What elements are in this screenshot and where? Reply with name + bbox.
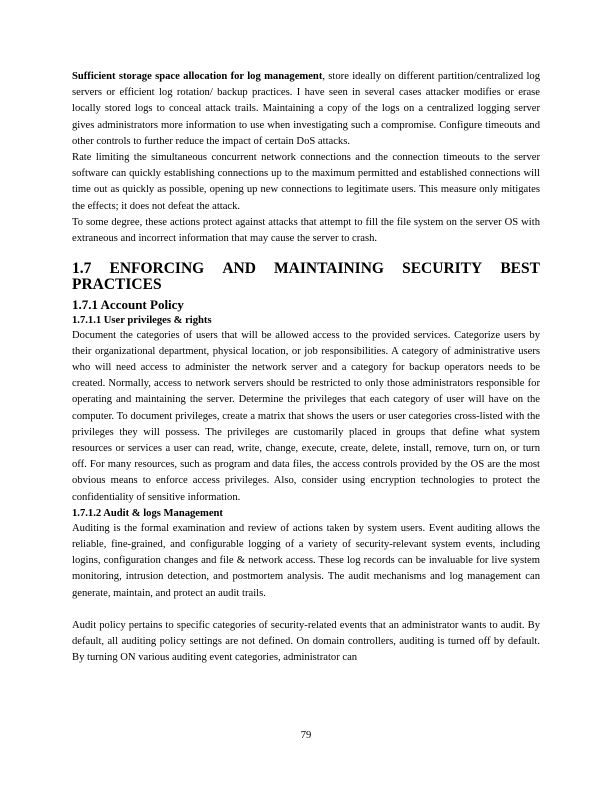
sub-subsection-heading: 1.7.1.1 User privileges & rights (72, 314, 212, 326)
section-heading-word: BEST (500, 260, 540, 278)
document-page (72, 69, 540, 667)
section-heading-word: MAINTAINING (274, 260, 384, 278)
sub-subsection-heading: 1.7.1.2 Audit & logs Management (72, 507, 223, 519)
paragraph-lead: Sufficient storage space allocation for log management (72, 71, 323, 82)
section-heading (72, 261, 540, 277)
paragraph-audit-policy: Audit policy pertains to specific categories of security-related events that an administrator wants to audit. By default, all auditing policy settings are not defined. On domain controllers, auditing is turned off by default. By turning ON various auditing event categories, administrator can (72, 619, 540, 664)
paragraph-user-privileges: Document the categories of users that will be allowed access to the provided services. Categorize users by their organizational department, physical location, or job responsibilities. A category of administrative users who will need access to administer the network server and a category for backup operators needs to be created. Normally, access to network servers should be restricted to only those administrators responsible for operating and maintaining the server. Determine the privileges that each category of user will have on the computer. To document privileges, create a matrix that shows the users or user categories cross-listed with the privileges they will possess. The privileges are customarily placed in groups that define what system resources or services a user can read, write, change, execute, create, delete, install, remove, turn on, or turn off. For many resources, such as program and data files, the access controls provided by the OS are the most obvious means to enforce access privileges. Also, consider using encryption technologies to protect the confidentiality of sensitive information. (72, 329, 540, 503)
section-heading-word: ENFORCING (109, 260, 205, 278)
paragraph-audit: Auditing is the formal examination and review of actions taken by system users. Event auditing allows the reliable, fine-grained, and configurable logging of a variety of security-relevant system events, including logins, configuration changes and file & network access. These log records can be invaluable for live system monitoring, intrusion detection, and postmortem analysis. The audit mechanisms and log management can generate, maintain, and protect an audit trails. (72, 522, 540, 599)
section-heading-word: PRACTICES (72, 276, 162, 294)
paragraph-protection: To some degree, these actions protect against attacks that attempt to fill the file system on the server OS with extraneous and incorrect information that may cause the server to crash. (72, 216, 540, 245)
page-number: 79 (300, 730, 312, 741)
section-heading-word: AND (222, 260, 256, 278)
section-heading-line2 (72, 277, 540, 293)
paragraph-rate-limiting: Rate limiting the simultaneous concurrent network connections and the connection timeouts to the server software can quickly establishing connections up to the maximum permitted and established connections will time out as quickly as possible, opening up new connections to legitimate users. This measure only mitigates the effects; it does not defeat the attack. (72, 152, 540, 212)
paragraph-rest: , store ideally on different partition/centralized log servers or efficient log rotation/ backup practices. I have seen in several cases attacker modifies or erase locally stored logs to conceal attack trails. Maintaining a copy of the logs on a centralized logging server gives administrators more information to use when investigating such a compromise. Configure timeouts and other controls to further reduce the impact of certain DoS attacks. (72, 71, 540, 147)
section-heading-word: 1.7 (72, 260, 92, 278)
section-heading-word: SECURITY (402, 260, 483, 278)
subsection-heading: 1.7.1 Account Policy (72, 296, 184, 312)
paragraph-log-storage (72, 69, 540, 150)
